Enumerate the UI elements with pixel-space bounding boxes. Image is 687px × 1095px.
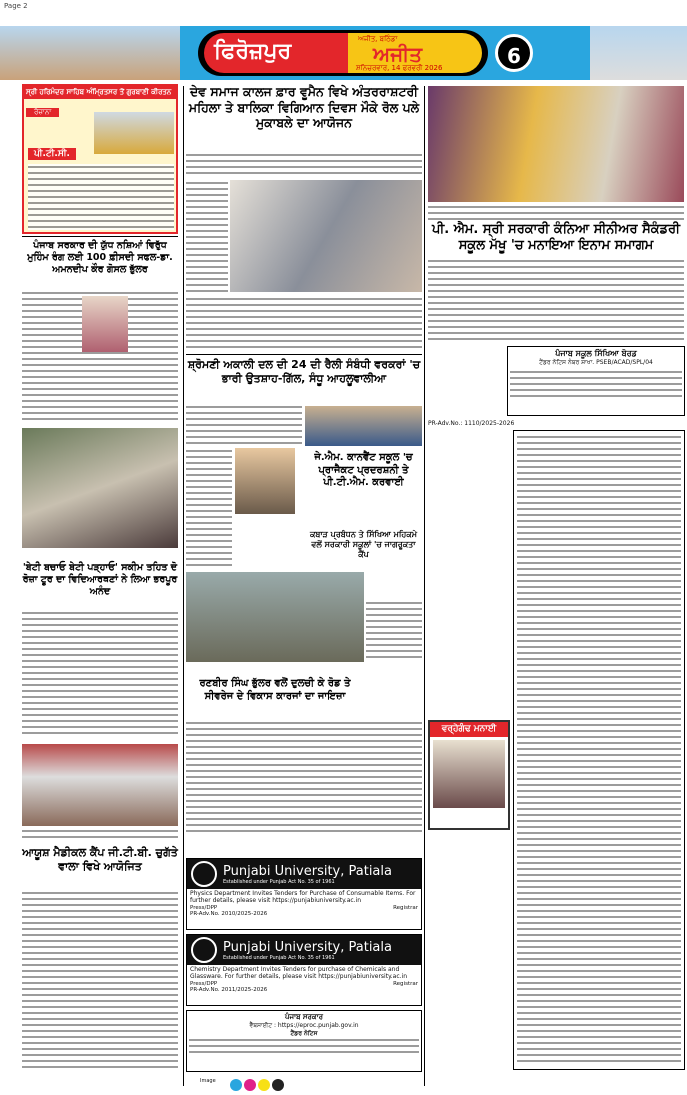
headline-ranbir: ਰਣਬੀਰ ਸਿੰਘ ਭੁੱਲਰ ਵਲੋਂ ਦੁਲਚੀ ਕੇ ਰੋਡ ਤੇ ਸੀਵਰੇਜ ਦੇ ਵਿਕਾਸ ਕਾਰਜਾਂ ਦਾ ਜਾਇਜ਼ਾ (186, 678, 364, 703)
masthead-photo-right (590, 26, 687, 80)
promo-box (22, 84, 178, 234)
promo-tag: ਰੋਜ਼ਾਨਾ (26, 108, 59, 117)
ad-registrar: Registrar (393, 981, 418, 987)
ad-registrar: Registrar (393, 905, 418, 911)
headline-nashe: ਪੰਜਾਬ ਸਰਕਾਰ ਦੀ ਯੁੱਧ ਨਸ਼ਿਆਂ ਵਿਰੁੱਧ ਮੁਹਿੰਮ ਰੰਗ ਲਈ 100 ਫ਼ੀਸਦੀ ਸਫਲ-ਡਾ. ਅਮਨਦੀਪ ਕੌਰ ਗੋਸਲ ਭੁੱਲਰ (22, 240, 178, 276)
tour-photo (22, 428, 178, 548)
masthead-paper: ਅਜੀਤ (373, 42, 423, 66)
promo-title: ਸ੍ਰੀ ਹਰਿਮੰਦਰ ਸਾਹਿਬ ਅੰਮ੍ਰਿਤਸਰ ਤੋਂ ਗੁਰਬਾਣੀ ਕੀਰਤਨ (24, 86, 176, 99)
headline-kabad: ਕਬਾੜ ਪ੍ਰਬੰਧਨ ਤੇ ਸਿੱਖਿਆ ਮਹਿਕਮੇ ਵਲੋਂ ਸਰਕਾਰੀ ਸਕੂਲਾਂ 'ਚ ਜਾਗਰੂਕਤਾ ਕੈਂਪ (305, 530, 422, 560)
ad-press: Press/DPP (190, 905, 218, 911)
pu-ad-physics (186, 858, 422, 930)
ad-press: Press/DPP (190, 981, 218, 987)
masthead (0, 26, 687, 80)
anniversary-box (428, 720, 510, 830)
golden-temple-photo (94, 112, 174, 154)
notice-title: ਪੰਜਾਬ ਸਕੂਲ ਸਿੱਖਿਆ ਬੋਰਡ (555, 349, 637, 358)
ad-sub: Established under Punjab Act No. 35 of 1961 (223, 954, 335, 961)
prize-ceremony-photo (428, 86, 684, 202)
page-slug: Page 2 (4, 2, 28, 10)
ad-sub: Established under Punjab Act No. 35 of 1961 (223, 878, 335, 885)
masthead-edition: ਅਜੀਤ, ਬਠਿੰਡਾ (358, 35, 398, 43)
university-logo-icon (191, 861, 217, 887)
masthead-date: ਸ਼ਨਿਚਰਵਾਰ, 14 ਫਰਵਰੀ 2026 (356, 64, 443, 72)
masthead-city: ਫਿਰੋਜ਼ਪੁਰ (214, 39, 292, 64)
govt-tender-notice (186, 1010, 422, 1072)
page-number: 6 (495, 34, 533, 72)
headline-beti: 'ਬੇਟੀ ਬਚਾਓ ਬੇਟੀ ਪੜ੍ਹਾਓ' ਸਕੀਮ ਤਹਿਤ ਦੋ ਰੋਜ਼ਾ ਟੂਰ ਦਾ ਵਿਦਿਆਰਥਣਾਂ ਨੇ ਲਿਆ ਭਰਪੂਰ ਅਨੰਦ (22, 562, 178, 597)
anniversary-title: ਵਰ੍ਹੇਗੰਢ ਮਨਾਈ (430, 722, 508, 737)
headline-akali: ਸ਼੍ਰੋਮਣੀ ਅਕਾਲੀ ਦਲ ਦੀ 24 ਦੀ ਰੈਲੀ ਸੰਬੰਧੀ ਵਰਕਰਾਂ 'ਚ ਭਾਰੀ ਉਤਸ਼ਾਹ-ਗਿੱਲ, ਸੰਧੂ ਆਹਲੂਵਾਲੀਆ (187, 358, 421, 385)
ad-pr: PR-Adv.No. 2011/2025-2026 (190, 987, 268, 993)
tender-table-notice (513, 430, 685, 1070)
notice-pr: PR-Adv.No.: 1110/2025-2026 (428, 420, 515, 427)
college-photo (230, 180, 422, 292)
headline-pm-shri: ਪੀ. ਐਮ. ਸ੍ਰੀ ਸਰਕਾਰੀ ਕੰਨਿਆ ਸੀਨੀਅਰ ਸੈਕੰਡਰੀ ਸਕੂਲ ਮੱਖੂ 'ਚ ਮਨਾਇਆ ਇਨਾਮ ਸਮਾਗਮ (428, 222, 684, 255)
pu-ad-chemistry (186, 934, 422, 1006)
ad-university-name: Punjabi University, Patiala (223, 863, 392, 879)
pseb-tender-notice (507, 346, 685, 416)
footer-label: Image (200, 1078, 216, 1084)
headline-ayush: ਆਯੂਸ਼ ਮੈਡੀਕਲ ਕੈਂਪ ਜੀ.ਟੀ.ਬੀ. ਚੁਗੱਤੇ ਵਾਲਾ ਵਿਖੇ ਆਯੋਜਿਤ (22, 846, 178, 873)
leader-photo-2 (296, 516, 304, 517)
color-registration-marks (230, 1076, 286, 1095)
govt-notice-title: ਪੰਜਾਬ ਸਰਕਾਰ (284, 1013, 323, 1021)
ayush-camp-photo (22, 744, 178, 826)
govt-notice-label: ਟੈਂਡਰ ਨੋਟਿਸ (290, 1029, 318, 1037)
portrait-photo (82, 296, 128, 352)
couple-photo (433, 740, 505, 808)
headline-dev-samaj: ਦੇਵ ਸਮਾਜ ਕਾਲਜ ਫ਼ਾਰ ਵੂਮੈਨ ਵਿਖੇ ਅੰਤਰਰਾਸ਼ਟਰੀ ਮਹਿਲਾ ਤੇ ਬਾਲਿਕਾ ਵਿਗਿਆਨ ਦਿਵਸ ਮੌਕੇ ਰੋਲ ਪਲੇ ਮੁਕਾਬਲੇ ਦਾ ਆਯੋਜਨ (186, 84, 422, 131)
leader-photo-1 (235, 448, 295, 514)
promo-channel: ਪੀ.ਟੀ.ਸੀ. (28, 148, 76, 160)
ad-body: Physics Department Invites Tenders for Purchase of Consumable Items. For further details, please visit https://punjabiuniversity.ac.in (190, 890, 416, 904)
ad-university-name: Punjabi University, Patiala (223, 939, 392, 955)
govt-notice-site: ਵੈੱਬਸਾਈਟ : https://eproc.punjab.gov.in (249, 1021, 359, 1029)
ad-body: Chemistry Department Invites Tenders for purchase of Chemicals and Glassware. For further details, please visit https://punjabiuniversity.ac.in (190, 966, 408, 980)
sewerage-photo (186, 572, 364, 662)
notice-ref: ਟੈਂਡਰ ਨੋਟਿਸ ਨੰਬਰ ਸ਼ਾਖਾ. PSEB/ACAD/SPL/04 (539, 359, 653, 366)
university-logo-icon (191, 937, 217, 963)
ad-pr: PR-Adv.No. 2010/2025-2026 (190, 911, 268, 917)
headline-jm: ਜੇ.ਐਮ. ਕਾਨਵੈਂਟ ਸਕੂਲ 'ਚ ਪ੍ਰਾਜੈਕਟ ਪ੍ਰਦਰਸ਼ਨੀ ਤੇ ਪੀ.ਟੀ.ਐਮ. ਕਰਵਾਈ (305, 452, 422, 490)
exhibition-photo (305, 406, 422, 446)
masthead-photo-left (0, 26, 180, 80)
